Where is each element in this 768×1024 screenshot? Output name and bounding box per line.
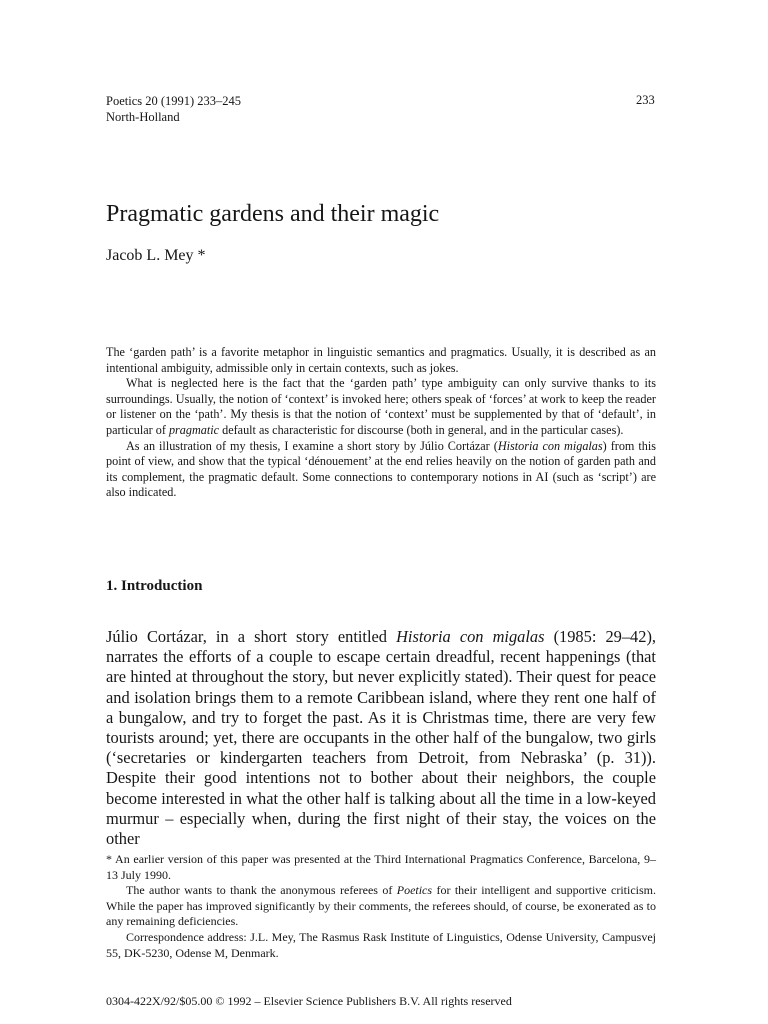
journal-citation bbox=[106, 93, 241, 125]
paper-title: Pragmatic gardens and their magic bbox=[106, 201, 440, 227]
copyright-line: 0304-422X/92/$05.00 © 1992 – Elsevier Science Publishers B.V. All rights reserved bbox=[106, 994, 512, 1008]
section-heading: 1. Introduction bbox=[106, 578, 203, 594]
abstract bbox=[106, 345, 656, 501]
footnote-correspondence: Correspondence address: J.L. Mey, The Rasmus Rask Institute of Linguistics, Odense University, Campusvej 55, DK-5230, Odense M, Denmark. bbox=[106, 929, 656, 960]
abstract-paragraph-2: What is neglected here is the fact that the ‘garden path’ type ambiguity can only survive thanks to its surroundings. Usually, the notion of ‘context’ is invoked here; others speak of ‘forces’ at work to keep the reader or listener on the ‘path’. My thesis is that the notion of ‘context’ must be supplemented by that of ‘default’, in particular of pragmatic default as characteristic for discourse (both in general, and in the particular cases). bbox=[106, 376, 656, 437]
author-name: Jacob L. Mey * bbox=[106, 247, 206, 264]
page-number: 233 bbox=[636, 93, 655, 107]
abstract-paragraph-3: As an illustration of my thesis, I examine a short story by Júlio Cortázar (Historia con migalas) from this point of view, and show that the typical ‘dénouement’ at the end relies heavily on the notion of garden path and its complement, the pragmatic default. Some connections to contemporary notions in AI (such as ‘script’) are also indicated. bbox=[106, 438, 657, 500]
footnotes bbox=[106, 852, 656, 961]
journal-issue: Poetics 20 (1991) 233–245 bbox=[106, 94, 242, 108]
publisher: North-Holland bbox=[106, 110, 180, 124]
footnote-acknowledgement: The author wants to thank the anonymous referees of Poetics for their intelligent and supportive criticism. While the paper has improved significantly by their comments, the referees should, of course, be exonerated as to any remaining deficiencies. bbox=[106, 883, 656, 929]
body-paragraph: Júlio Cortázar, in a short story entitled Historia con migalas (1985: 29–42), narrates the efforts of a couple to escape certain dreadful, recent happenings (that are hinted at throughout the story, but never explicitly stated). Their quest for peace and isolation brings them to a remote Caribbean island, where they rent one half of a bungalow, and try to forget the past. As it is Christmas time, there are very few tourists around; yet, there are occupants in the other half of the bungalow, two girls (‘secretaries or kindergarten teachers from Detroit, from Nebraska’ (p. 31)). Despite their good intentions not to bother about their neighbors, the couple become interested in what the other half is talking about all the time in a low-keyed murmur – especially when, during the first night of their stay, the voices on the other bbox=[106, 627, 656, 849]
footnote-1: * An earlier version of this paper was presented at the Third International Pragmatics Conference, Barcelona, 9–13 July 1990. bbox=[106, 852, 656, 882]
abstract-paragraph-1: The ‘garden path’ is a favorite metaphor in linguistic semantics and pragmatics. Usually, it is described as an intentional ambiguity, admissible only in certain contexts, such as jokes. bbox=[106, 345, 656, 375]
